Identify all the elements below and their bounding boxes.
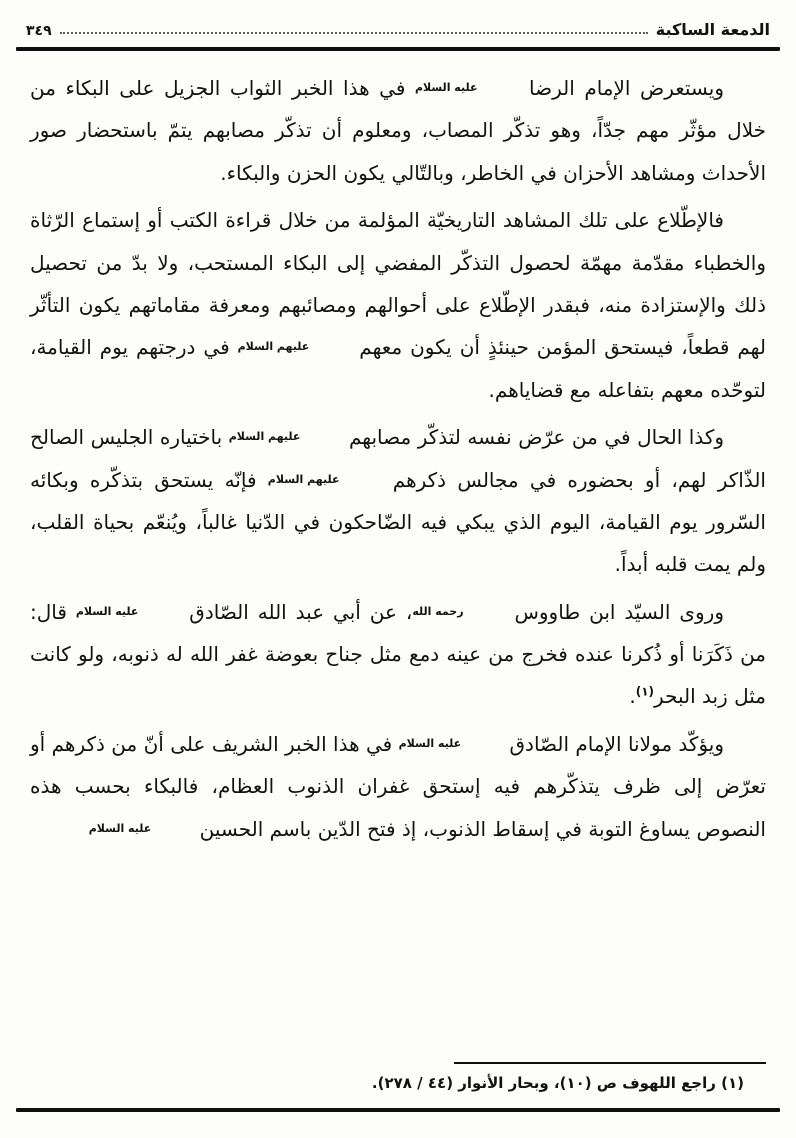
book-title: الدمعة الساكبة	[655, 20, 770, 39]
paragraph	[30, 416, 766, 586]
text-run: في هذا الخبر الثواب الجزيل على البكاء من خلال مؤثّر مهم جدّاً، وهو تذكّر المصاب، ومعلوم أن تذكّر مصابهم يتمّ باستحضار صور الأحداث ومشاهد الأحزان في الخاطر، وبالتّالي يكون الحزن والبكاء.	[30, 76, 766, 185]
footnote-text: (١) راجع اللهوف ص (١٠)، وبحار الأنوار (٤٤ / ٢٧٨).	[371, 1074, 744, 1092]
honorific-mark: عليه السلام	[398, 736, 462, 750]
page-number: ٣٤٩	[26, 23, 52, 39]
honorific-mark: عليه السلام	[88, 821, 152, 835]
paragraph	[30, 67, 766, 194]
text-run: ويؤكّد مولانا الإمام الصّادق	[503, 731, 725, 756]
paragraph	[30, 199, 766, 411]
footnote-area	[0, 1058, 796, 1092]
footnote-separator	[454, 1062, 766, 1064]
header-dotted-leader	[60, 32, 648, 34]
honorific-mark: عليهم السلام	[267, 472, 340, 486]
paragraph	[30, 591, 766, 718]
footnote-ref: (١)	[635, 684, 655, 699]
text-run: وروى السيّد ابن طاووس	[505, 599, 724, 624]
text-run: ويستعرض الإمام الرضا	[519, 76, 724, 100]
text-run: باختياره الجليس الصالح الذّاكر لهم، أو بحضوره في مجالس ذكرهم	[30, 425, 766, 492]
text-run: في هذا الخبر الشريف على أنّ من ذكرهم أو تعرّض إلى ظرف يتذكّرهم فيه إستحق غفران الذنوب العظام، فالبكاء بحسب هذه النصوص يساوغ التوبة في إسقاط الذنوب، إذ فتح الدّين باسم الحسين	[30, 731, 766, 841]
page-body	[0, 51, 796, 1058]
text-run: فالإطّلاع على تلك المشاهد التاريخيّة المؤلمة من خلال قراءة الكتب أو إستماع الرّثاة والخطباء مقدّمة مهمّة لحصول التذكّر المفضي إلى البكاء المستحب، ولا بدّ من تحصيل ذلك والإستزادة منه، فبقدر الإطّلاع على أحوالهم ومصائبهم ومعرفة مقاماتهم يكون التأثّر لهم قطعاً، فيستحق المؤمن حينئذٍ أن يكون معهم	[30, 208, 766, 360]
bottom-rule	[16, 1108, 780, 1112]
honorific-mark: عليهم السلام	[228, 430, 301, 444]
text-run: في درجتهم يوم القيامة، لتوحّده معهم بتفاعله مع قضاياهم.	[30, 335, 766, 402]
text-run: ، عن أبي عبد الله الصّادق	[180, 599, 413, 624]
text-run: وكذا الحال في من عرّض نفسه لتذكّر مصابهم	[342, 425, 725, 450]
honorific-mark: عليه السلام	[414, 81, 478, 94]
honorific-mark: عليهم السلام	[237, 340, 310, 354]
paragraph	[30, 723, 766, 850]
text-run: .	[629, 684, 636, 709]
text-run: قال: من ذَكَرَنا أو ذُكرنا عنده فخرج من عينه دمع مثل جناح بعوضة غفر الله له ذنوبه، ولو كانت مثل زبد البحر	[30, 599, 766, 709]
text-run: فإنّه يستحق بتذكّره وبكائه السّرور يوم القيامة، اليوم الذي يبكي فيه الضّاحكون في الدّنيا غالباً، ويُنعّم بحياة القلب، ولم يمت قلبه أبداً.	[30, 467, 766, 577]
honorific-mark: عليه السلام	[75, 604, 139, 618]
honorific-mark: رحمه الله	[412, 604, 464, 618]
running-head	[0, 0, 796, 45]
